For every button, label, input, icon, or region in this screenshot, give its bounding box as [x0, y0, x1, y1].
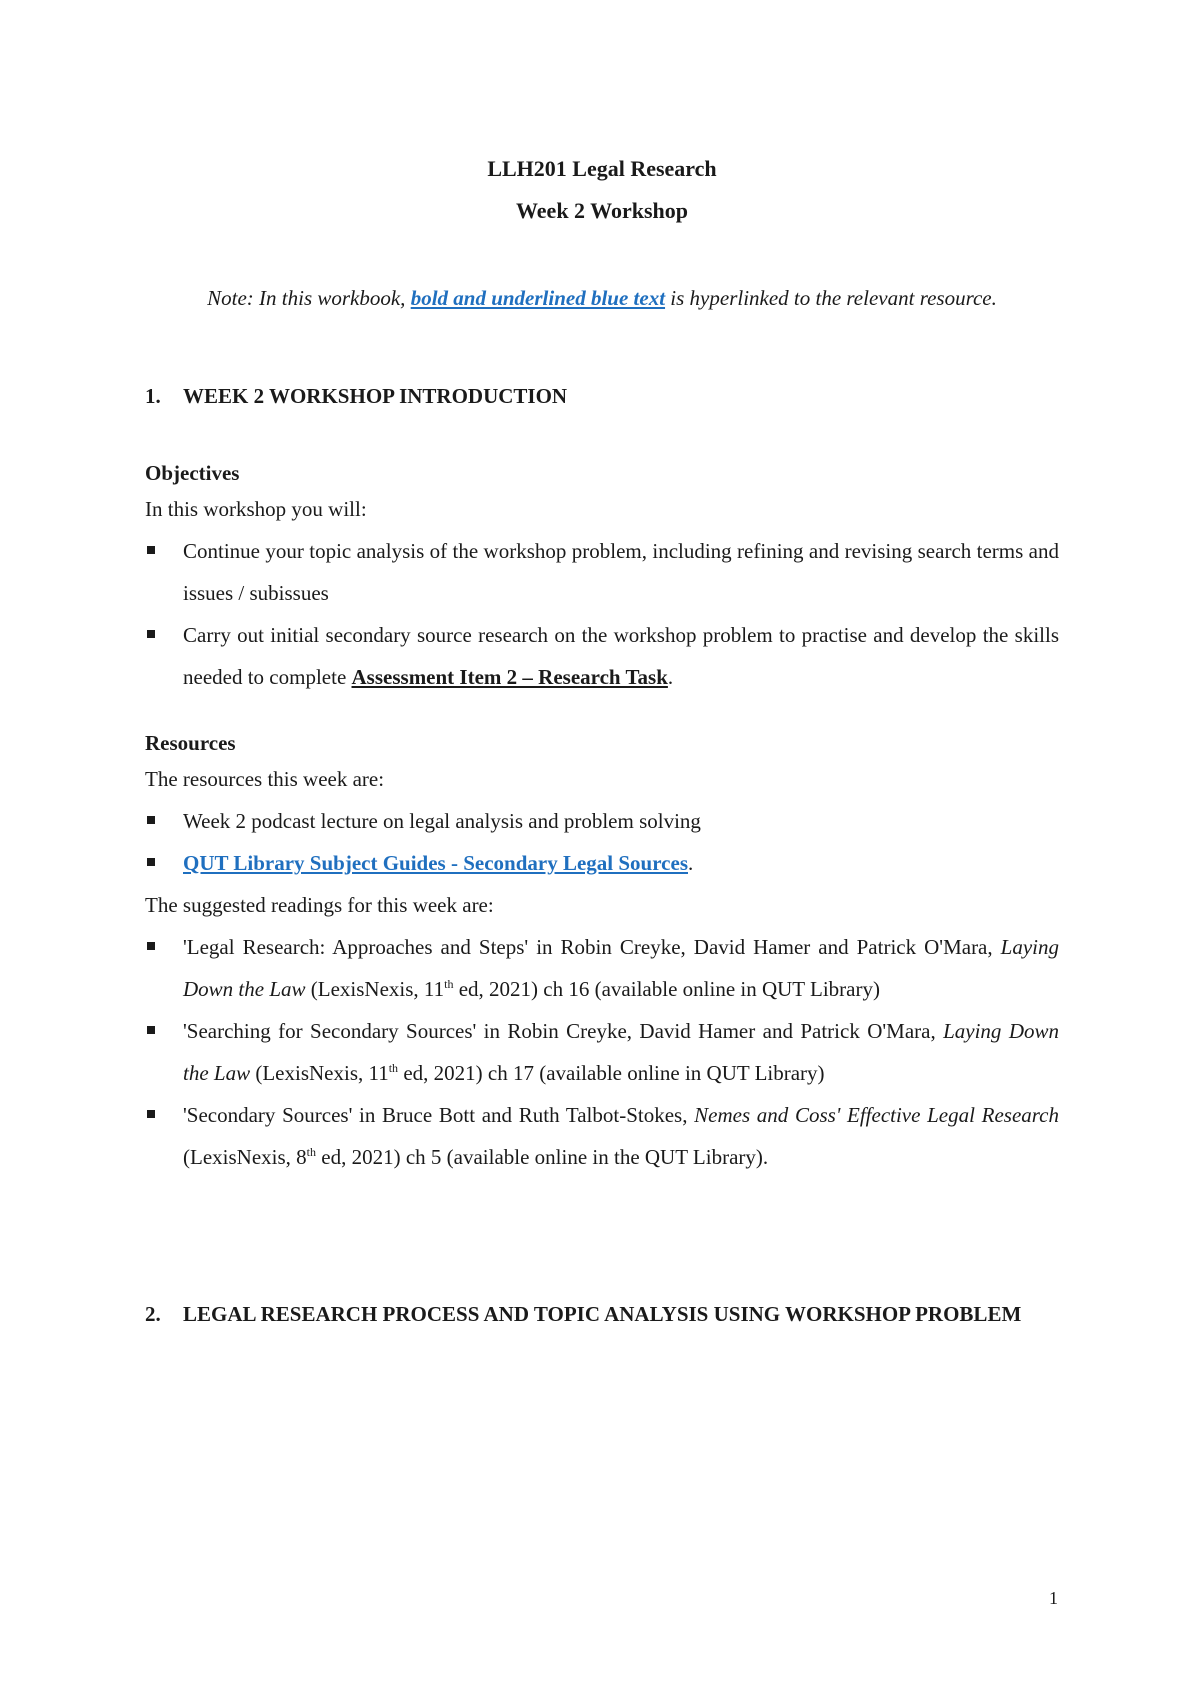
objective-2-text: Carry out initial secondary source research on the workshop problem to practise and develop the skills needed to complete — [183, 623, 1059, 689]
bullet-icon — [147, 1110, 155, 1118]
reading-1-a: 'Legal Research: Approaches and Steps' in Robin Creyke, David Hamer and Patrick O'Mara, — [183, 935, 1001, 959]
reading-2-b: (LexisNexis, 11 — [250, 1061, 389, 1085]
objective-1-text: Continue your topic analysis of the workshop problem, including refining and revising search terms and issues / subissues — [183, 539, 1059, 605]
section-2-number: 2. — [145, 1302, 161, 1326]
list-item — [145, 614, 1059, 698]
objectives-intro: In this workshop you will: — [145, 497, 367, 521]
readings-intro: The suggested readings for this week are: — [145, 893, 494, 917]
hyperlink-note — [145, 277, 1059, 319]
list-item — [145, 530, 1059, 614]
bullet-icon — [147, 858, 155, 866]
reading-2-c: ed, 2021) ch 17 (available online in QUT Library) — [398, 1061, 825, 1085]
list-item — [145, 800, 1059, 842]
section-1-title: WEEK 2 WORKSHOP INTRODUCTION — [183, 384, 568, 408]
resource-2-suffix: . — [688, 851, 694, 875]
reading-1-sup: th — [444, 977, 454, 991]
list-item — [145, 926, 1059, 1010]
document-title: LLH201 Legal Research — [487, 156, 717, 181]
note-suffix: is hyperlinked to the relevant resource. — [665, 286, 997, 310]
reading-1-b: (LexisNexis, 11 — [305, 977, 445, 1001]
resource-1-text: Week 2 podcast lecture on legal analysis and problem solving — [183, 809, 701, 833]
reading-3-a: 'Secondary Sources' in Bruce Bott and Ruth Talbot-Stokes, — [183, 1103, 695, 1127]
reading-2-sup: th — [388, 1061, 399, 1075]
resources-list — [145, 800, 1059, 884]
reading-3-title: Nemes and Coss' Effective Legal Research — [694, 1103, 1059, 1127]
reading-3-b: (LexisNexis, 8 — [183, 1145, 307, 1169]
assessment-item-link[interactable]: Assessment Item 2 – Research Task — [351, 665, 668, 689]
reading-3-sup: th — [306, 1145, 316, 1159]
section-2-title: LEGAL RESEARCH PROCESS AND TOPIC ANALYSIS USING WORKSHOP PROBLEM — [183, 1302, 1022, 1326]
section-1-number: 1. — [145, 384, 161, 408]
list-item — [145, 842, 1059, 884]
objectives-list — [145, 530, 1059, 698]
bullet-icon — [147, 942, 155, 950]
resources-heading: Resources — [145, 731, 236, 755]
list-item — [145, 1010, 1059, 1094]
bullet-icon — [147, 546, 155, 554]
library-guide-link[interactable]: QUT Library Subject Guides - Secondary Legal Sources — [183, 851, 688, 875]
bullet-icon — [147, 816, 155, 824]
page-number: 1 — [1049, 1588, 1058, 1608]
reading-2-title: Laying Down the Law — [183, 1019, 1059, 1085]
reading-1-c: ed, 2021) ch 16 (available online in QUT Library) — [453, 977, 880, 1001]
objective-2-suffix: . — [667, 665, 674, 689]
readings-list — [145, 926, 1059, 1178]
section-2-heading — [145, 1300, 1059, 1328]
note-link[interactable]: bold and underlined blue text — [410, 286, 666, 310]
reading-2-a: 'Searching for Secondary Sources' in Robin Creyke, David Hamer and Patrick O'Mara, — [183, 1019, 944, 1043]
section-1-heading — [145, 384, 1059, 409]
objectives-heading: Objectives — [145, 461, 240, 485]
bullet-icon — [147, 630, 155, 638]
note-prefix: Note: In this workbook, — [207, 286, 411, 310]
reading-3-c: ed, 2021) ch 5 (available online in the QUT Library). — [316, 1145, 769, 1169]
resources-intro: The resources this week are: — [145, 767, 385, 791]
list-item — [145, 1094, 1059, 1178]
document-subtitle: Week 2 Workshop — [516, 198, 688, 223]
bullet-icon — [147, 1026, 155, 1034]
reading-1-title: Laying Down the Law — [183, 935, 1059, 1001]
